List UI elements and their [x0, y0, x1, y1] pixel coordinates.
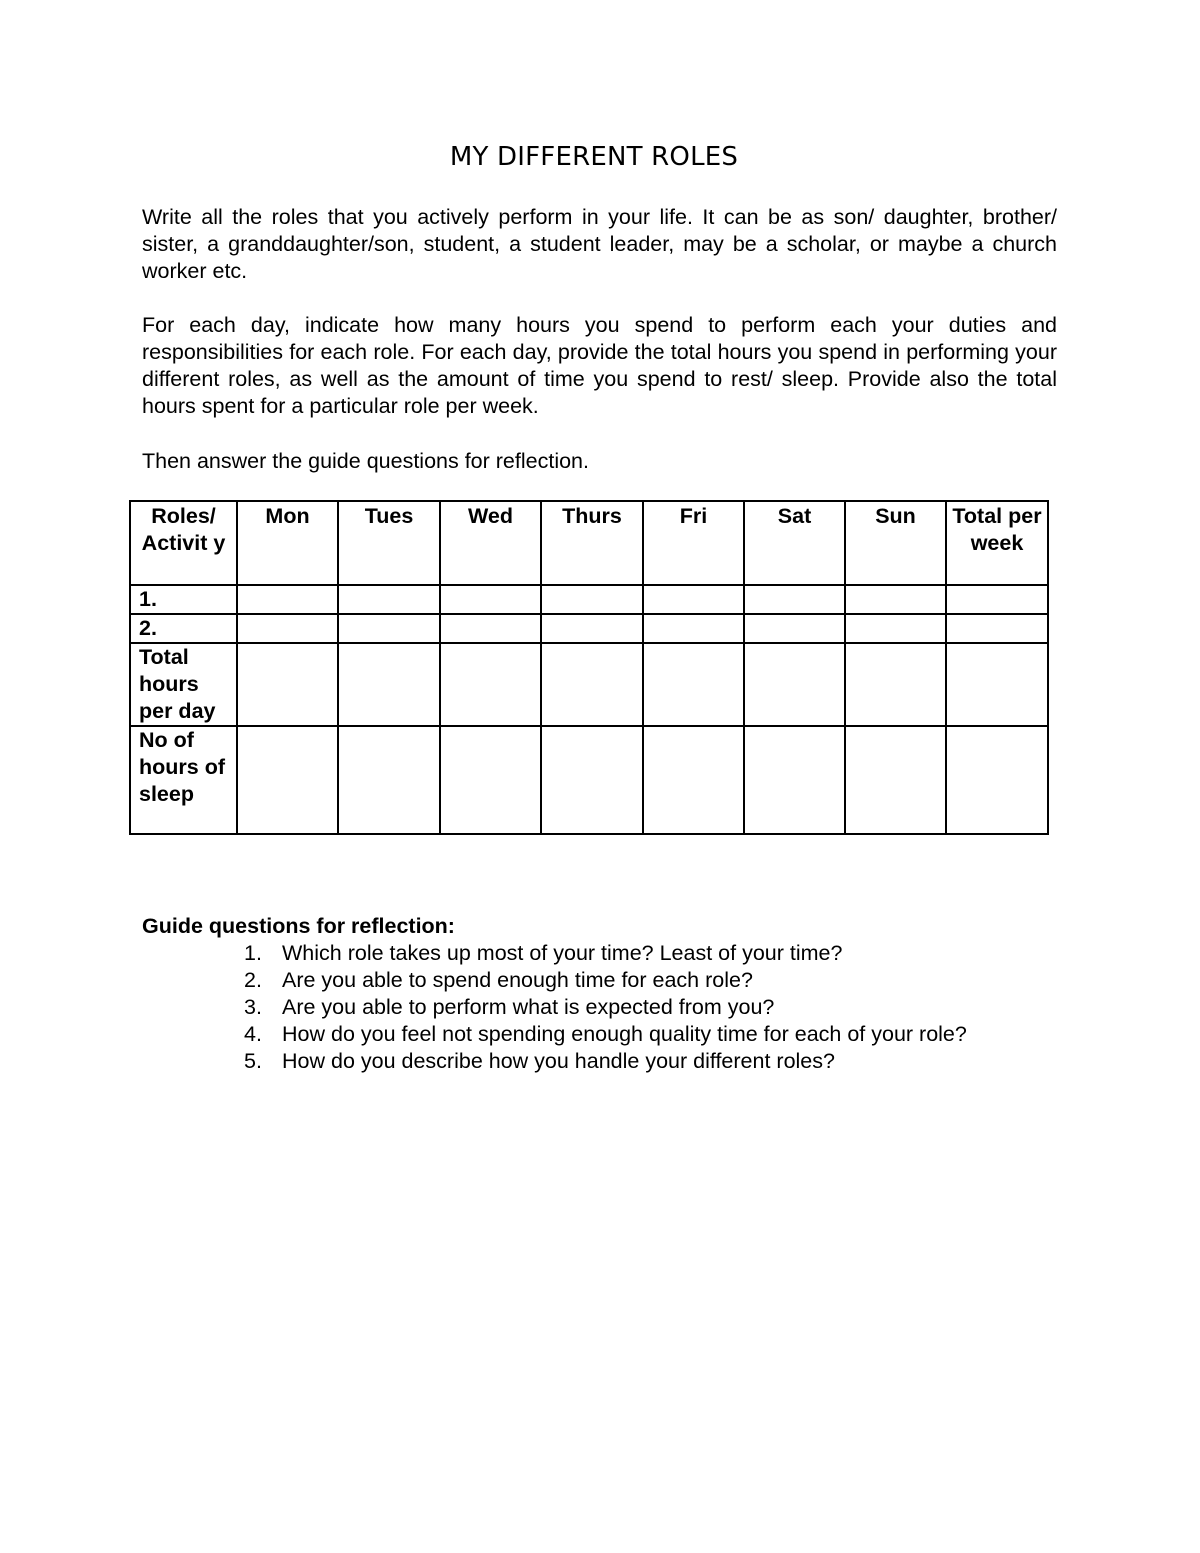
cell-total-sun[interactable] — [845, 643, 946, 726]
cell-total-sat[interactable] — [744, 643, 845, 726]
roles-hours-table — [129, 500, 1049, 835]
list-item — [244, 967, 967, 994]
header-tues: Tues — [338, 501, 440, 585]
table-row — [130, 614, 1048, 643]
cell-2-sun[interactable] — [845, 614, 946, 643]
header-thurs: Thurs — [541, 501, 643, 585]
cell-sleep-wed[interactable] — [440, 726, 541, 834]
cell-total-thurs[interactable] — [541, 643, 643, 726]
question-number: 4. — [244, 1022, 262, 1046]
table-row — [130, 585, 1048, 614]
cell-2-tues[interactable] — [338, 614, 440, 643]
question-text: Which role takes up most of your time? Least of your time? — [282, 941, 843, 965]
table-row — [130, 643, 1048, 726]
cell-2-mon[interactable] — [237, 614, 338, 643]
header-sat: Sat — [744, 501, 845, 585]
cell-total-week[interactable] — [946, 643, 1048, 726]
row-label-1: 1. — [130, 585, 237, 614]
header-mon: Mon — [237, 501, 338, 585]
list-item — [244, 940, 967, 967]
cell-2-thurs[interactable] — [541, 614, 643, 643]
page-title: MY DIFFERENT ROLES — [449, 142, 739, 172]
cell-sleep-mon[interactable] — [237, 726, 338, 834]
guide-questions-heading: Guide questions for reflection: — [142, 914, 455, 938]
cell-total-fri[interactable] — [643, 643, 744, 726]
table-row — [130, 726, 1048, 834]
question-number: 5. — [244, 1049, 262, 1073]
question-text: Are you able to perform what is expected from you? — [282, 995, 775, 1019]
row-label-sleep: No of hours of sleep — [130, 726, 237, 834]
cell-1-wed[interactable] — [440, 585, 541, 614]
cell-sleep-week[interactable] — [946, 726, 1048, 834]
header-sun: Sun — [845, 501, 946, 585]
cell-1-fri[interactable] — [643, 585, 744, 614]
list-item — [244, 994, 967, 1021]
cell-2-total[interactable] — [946, 614, 1048, 643]
cell-sleep-sun[interactable] — [845, 726, 946, 834]
cell-1-total[interactable] — [946, 585, 1048, 614]
cell-2-sat[interactable] — [744, 614, 845, 643]
cell-1-sun[interactable] — [845, 585, 946, 614]
instructions-paragraph-reflection: Then answer the guide questions for reflection. — [142, 449, 589, 473]
header-total-per-week: Total per week — [946, 501, 1048, 585]
instructions-paragraph-hours: For each day, indicate how many hours you spend to perform each your duties and responsibilities for each role. For each day, provide the total hours you spend in performing your different roles, as well as the amount of time you spend to rest/ sleep. Provide also the total hours spent for a particular role per week. — [142, 313, 1057, 418]
list-item — [244, 1048, 967, 1075]
cell-1-mon[interactable] — [237, 585, 338, 614]
cell-sleep-tues[interactable] — [338, 726, 440, 834]
cell-sleep-sat[interactable] — [744, 726, 845, 834]
question-text: How do you describe how you handle your different roles? — [282, 1049, 835, 1073]
cell-total-wed[interactable] — [440, 643, 541, 726]
question-text: Are you able to spend enough time for each role? — [282, 968, 753, 992]
question-number: 1. — [244, 941, 262, 965]
table-header-row — [130, 501, 1048, 585]
list-item — [244, 1021, 967, 1048]
cell-total-mon[interactable] — [237, 643, 338, 726]
cell-1-thurs[interactable] — [541, 585, 643, 614]
header-roles-activity: Roles/ Activit y — [130, 501, 237, 585]
header-wed: Wed — [440, 501, 541, 585]
question-number: 3. — [244, 995, 262, 1019]
cell-2-fri[interactable] — [643, 614, 744, 643]
cell-2-wed[interactable] — [440, 614, 541, 643]
cell-1-sat[interactable] — [744, 585, 845, 614]
cell-1-tues[interactable] — [338, 585, 440, 614]
question-number: 2. — [244, 968, 262, 992]
question-text: How do you feel not spending enough quality time for each of your role? — [282, 1022, 967, 1046]
cell-sleep-thurs[interactable] — [541, 726, 643, 834]
cell-total-tues[interactable] — [338, 643, 440, 726]
instructions-paragraph-roles: Write all the roles that you actively perform in your life. It can be as son/ daughter, brother/ sister, a granddaughter/son, student, a student leader, may be a scholar, or maybe a church worker etc. — [142, 205, 1057, 283]
cell-sleep-fri[interactable] — [643, 726, 744, 834]
row-label-total-hours: Total hours per day — [130, 643, 237, 726]
row-label-2: 2. — [130, 614, 237, 643]
header-fri: Fri — [643, 501, 744, 585]
guide-questions-list — [244, 940, 967, 1075]
